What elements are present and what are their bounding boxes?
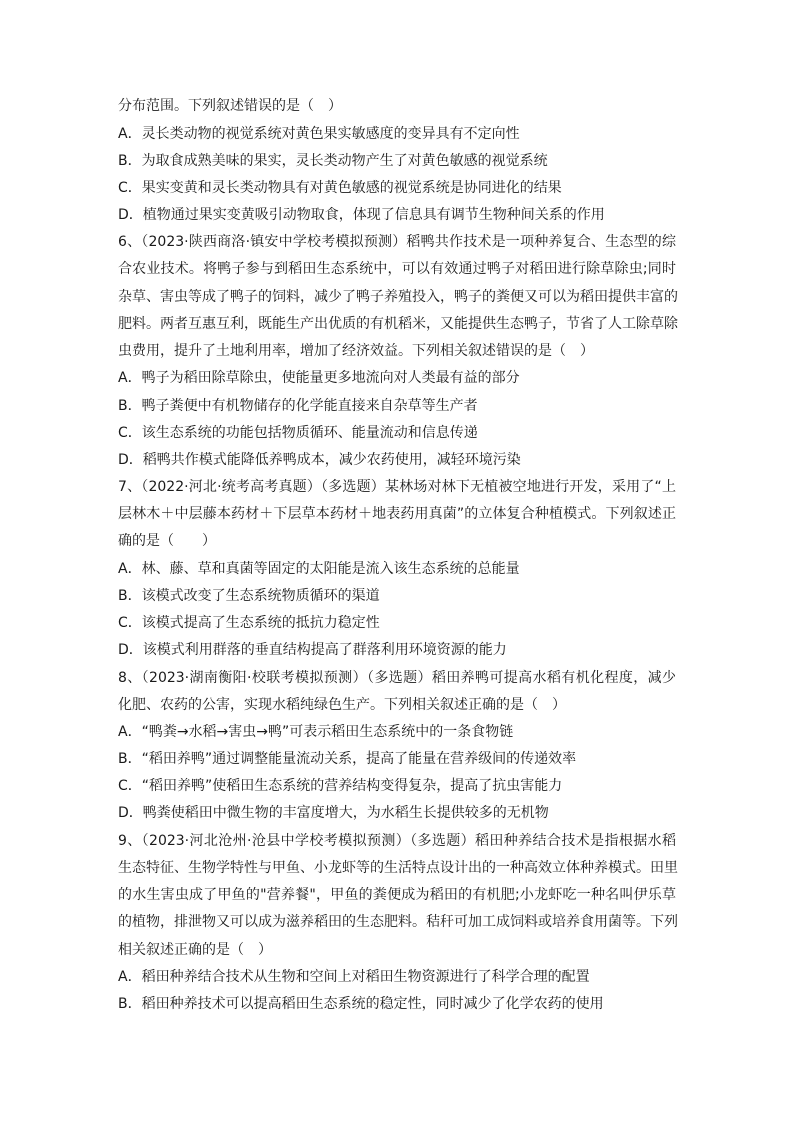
- question-8-line: 化肥、农药的公害，实现水稻纯绿色生产。下列相关叙述正确的是（ ）: [118, 697, 566, 713]
- option-line: A．林、藤、草和真菌等固定的太阳能是流入该生态系统的总能量: [118, 561, 520, 577]
- question-6-line: 合农业技术。将鸭子参与到稻田生态系统中，可以有效通过鸭子对稻田进行除草除虫;同时: [118, 261, 676, 277]
- option-line: B．该模式改变了生态系统物质循环的渠道: [118, 588, 380, 604]
- question-9-line: 9、（2023·河北沧州·沧县中学校考模拟预测）（多选题）稻田种养结合技术是指根据水稻: [118, 833, 676, 849]
- option-line: A．鸭子为稻田除草除虫，使能量更多地流向对人类最有益的部分: [118, 370, 520, 386]
- question-7-line: 确的是（ ）: [118, 533, 216, 549]
- question-6-line: 6、（2023·陕西商洛·镇安中学校考模拟预测）稻鸭共作技术是一项种养复合、生态型的综: [118, 234, 676, 250]
- option-line: D．该模式利用群落的垂直结构提高了群落利用环境资源的能力: [118, 642, 507, 658]
- question-7-line: 层林木＋中层藤本药材＋下层草本药材＋地表药用真菌”的立体复合种植模式。下列叙述正: [118, 506, 676, 522]
- question-6-line: 虫费用，提升了土地利用率，增加了经济效益。下列相关叙述错误的是（ ）: [118, 343, 594, 359]
- option-line: C．“稻田养鸭”使稻田生态系统的营养结构变得复杂，提高了抗虫害能力: [118, 778, 563, 794]
- option-line: C．果实变黄和灵长类动物具有对黄色敏感的视觉系统是协同进化的结果: [118, 180, 562, 196]
- question-6-line: 肥料。两者互惠互利，既能生产出优质的有机稻米，又能提供生态鸭子，节省了人工除草除: [118, 316, 678, 332]
- question-7-line: 7、（2022·河北·统考高考真题）（多选题）某林场对林下无植被空地进行开发，采用了“上: [118, 479, 676, 495]
- question-9-line: 相关叙述正确的是（ ）: [118, 942, 272, 958]
- option-line: A．“鸭粪→水稻→害虫→鸭”可表示稻田生态系统中的一条食物链: [118, 724, 514, 740]
- text-line: 分布范围。下列叙述错误的是（ ）: [118, 98, 342, 114]
- option-line: D．植物通过果实变黄吸引动物取食，体现了信息具有调节生物种间关系的作用: [118, 207, 605, 223]
- option-line: A．稻田种养结合技术从生物和空间上对稻田生物资源进行了科学合理的配置: [118, 969, 590, 985]
- option-line: A．灵长类动物的视觉系统对黄色果实敏感度的变异具有不定向性: [118, 126, 520, 142]
- option-line: D．稻鸭共作模式能降低养鸭成本，减少农药使用，减轻环境污染: [118, 452, 521, 468]
- question-9-line: 生态特征、生物学特性与甲鱼、小龙虾等的生活特点设计出的一种高效立体种养模式。田里: [118, 860, 678, 876]
- option-line: B．稻田种养技术可以提高稻田生态系统的稳定性，同时减少了化学农药的使用: [118, 996, 604, 1012]
- question-8-line: 8、（2023·湖南衡阳·校联考模拟预测）（多选题）稻田养鸭可提高水稻有机化程度，减少: [118, 670, 676, 686]
- option-line: B．鸭子粪便中有机物储存的化学能直接来自杂草等生产者: [118, 398, 478, 414]
- option-line: D．鸭粪使稻田中微生物的丰富度增大，为水稻生长提供较多的无机物: [118, 805, 549, 821]
- question-9-line: 的水生害虫成了甲鱼的"营养餐"，甲鱼的粪便成为稻田的有机肥;小龙虾吃一种名叫伊乐草: [118, 887, 676, 903]
- option-line: B．为取食成熟美味的果实，灵长类动物产生了对黄色敏感的视觉系统: [118, 153, 548, 169]
- option-line: B．“稻田养鸭”通过调整能量流动关系，提高了能量在营养级间的传递效率: [118, 751, 577, 767]
- option-line: C．该生态系统的功能包括物质循环、能量流动和信息传递: [118, 425, 478, 441]
- question-6-line: 杂草、害虫等成了鸭子的饲料，减少了鸭子养殖投入，鸭子的粪便又可以为稻田提供丰富的: [118, 289, 678, 305]
- question-9-line: 的植物，排泄物又可以成为滋养稻田的生态肥料。秸秆可加工成饲料或培养食用菌等。下列: [118, 914, 678, 930]
- option-line: C．该模式提高了生态系统的抵抗力稳定性: [118, 615, 380, 631]
